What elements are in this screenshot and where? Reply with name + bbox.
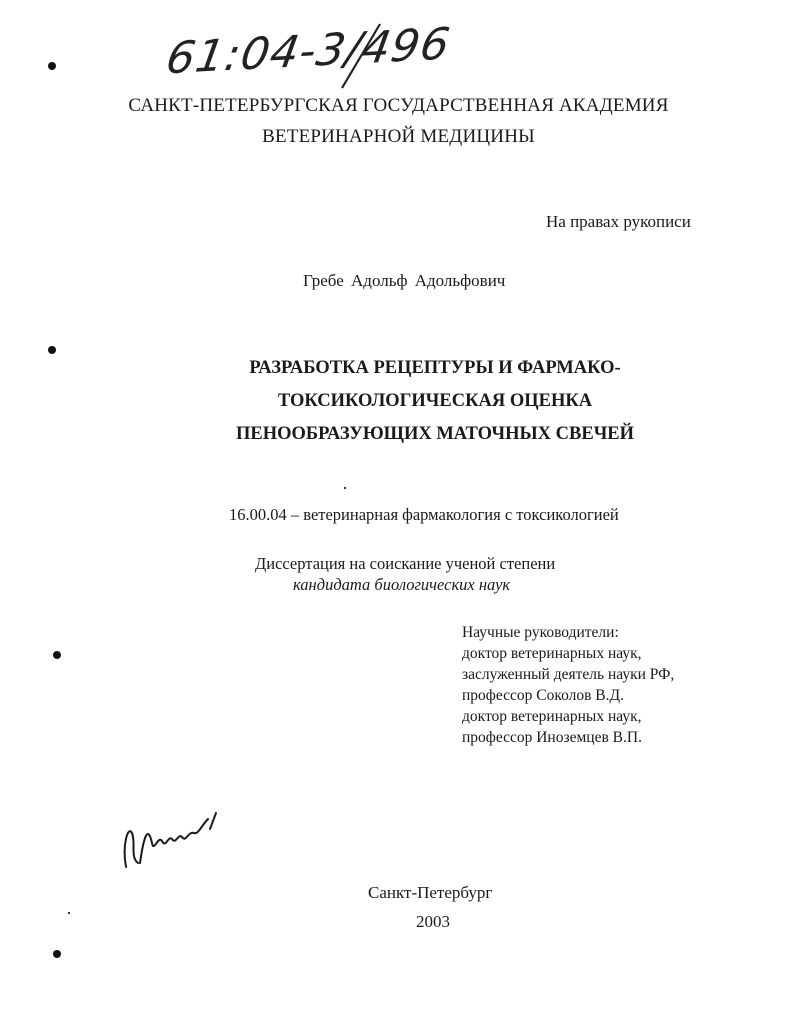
specialty-code: 16.00.04 – ветеринарная фармакология с токсикологией: [229, 505, 619, 524]
institution-line-2: ВЕТЕРИНАРНОЙ МЕДИЦИНЫ: [262, 126, 535, 147]
supervisor-line: заслуженный деятель науки РФ,: [462, 666, 675, 683]
dissertation-title: [0, 352, 797, 451]
signature: [118, 805, 228, 875]
dissertation-line: Диссертация на соискание ученой степени: [255, 554, 556, 573]
punch-hole-mark: [53, 950, 61, 958]
title-line-2: ТОКСИКОЛОГИЧЕСКАЯ ОЦЕНКА: [277, 391, 593, 411]
archive-slash-stroke: [330, 22, 390, 92]
supervisor-line: доктор ветеринарных наук,: [462, 645, 642, 662]
scan-speck: [344, 487, 346, 489]
rights-note: На правах рукописи: [546, 212, 691, 231]
punch-hole-mark: [48, 346, 56, 354]
punch-hole-mark: [53, 651, 61, 659]
supervisors-block: [462, 622, 674, 748]
supervisors-heading: Научные руководители:: [462, 624, 619, 641]
supervisor-line: профессор Соколов В.Д.: [462, 687, 624, 704]
institution-line-1: САНКТ-ПЕТЕРБУРГСКАЯ ГОСУДАРСТВЕННАЯ АКАДЕМИЯ: [128, 95, 669, 116]
punch-hole-mark: [48, 62, 56, 70]
year: 2003: [416, 912, 450, 931]
supervisor-line: доктор ветеринарных наук,: [462, 708, 642, 725]
scan-speck: [68, 912, 70, 914]
city: Санкт-Петербург: [368, 883, 493, 902]
degree-line: кандидата биологических наук: [293, 575, 511, 594]
title-line-3: ПЕНООБРАЗУЮЩИХ МАТОЧНЫХ СВЕЧЕЙ: [235, 424, 635, 444]
title-line-1: РАЗРАБОТКА РЕЦЕПТУРЫ И ФАРМАКО-: [249, 358, 621, 378]
institution-name: [0, 90, 797, 152]
supervisor-line: профессор Иноземцев В.П.: [462, 729, 642, 746]
dissertation-degree: [255, 553, 555, 595]
author-name: Гребе Адольф Адольфович: [303, 271, 506, 290]
archive-code: 61:04-3/496: [162, 18, 454, 85]
